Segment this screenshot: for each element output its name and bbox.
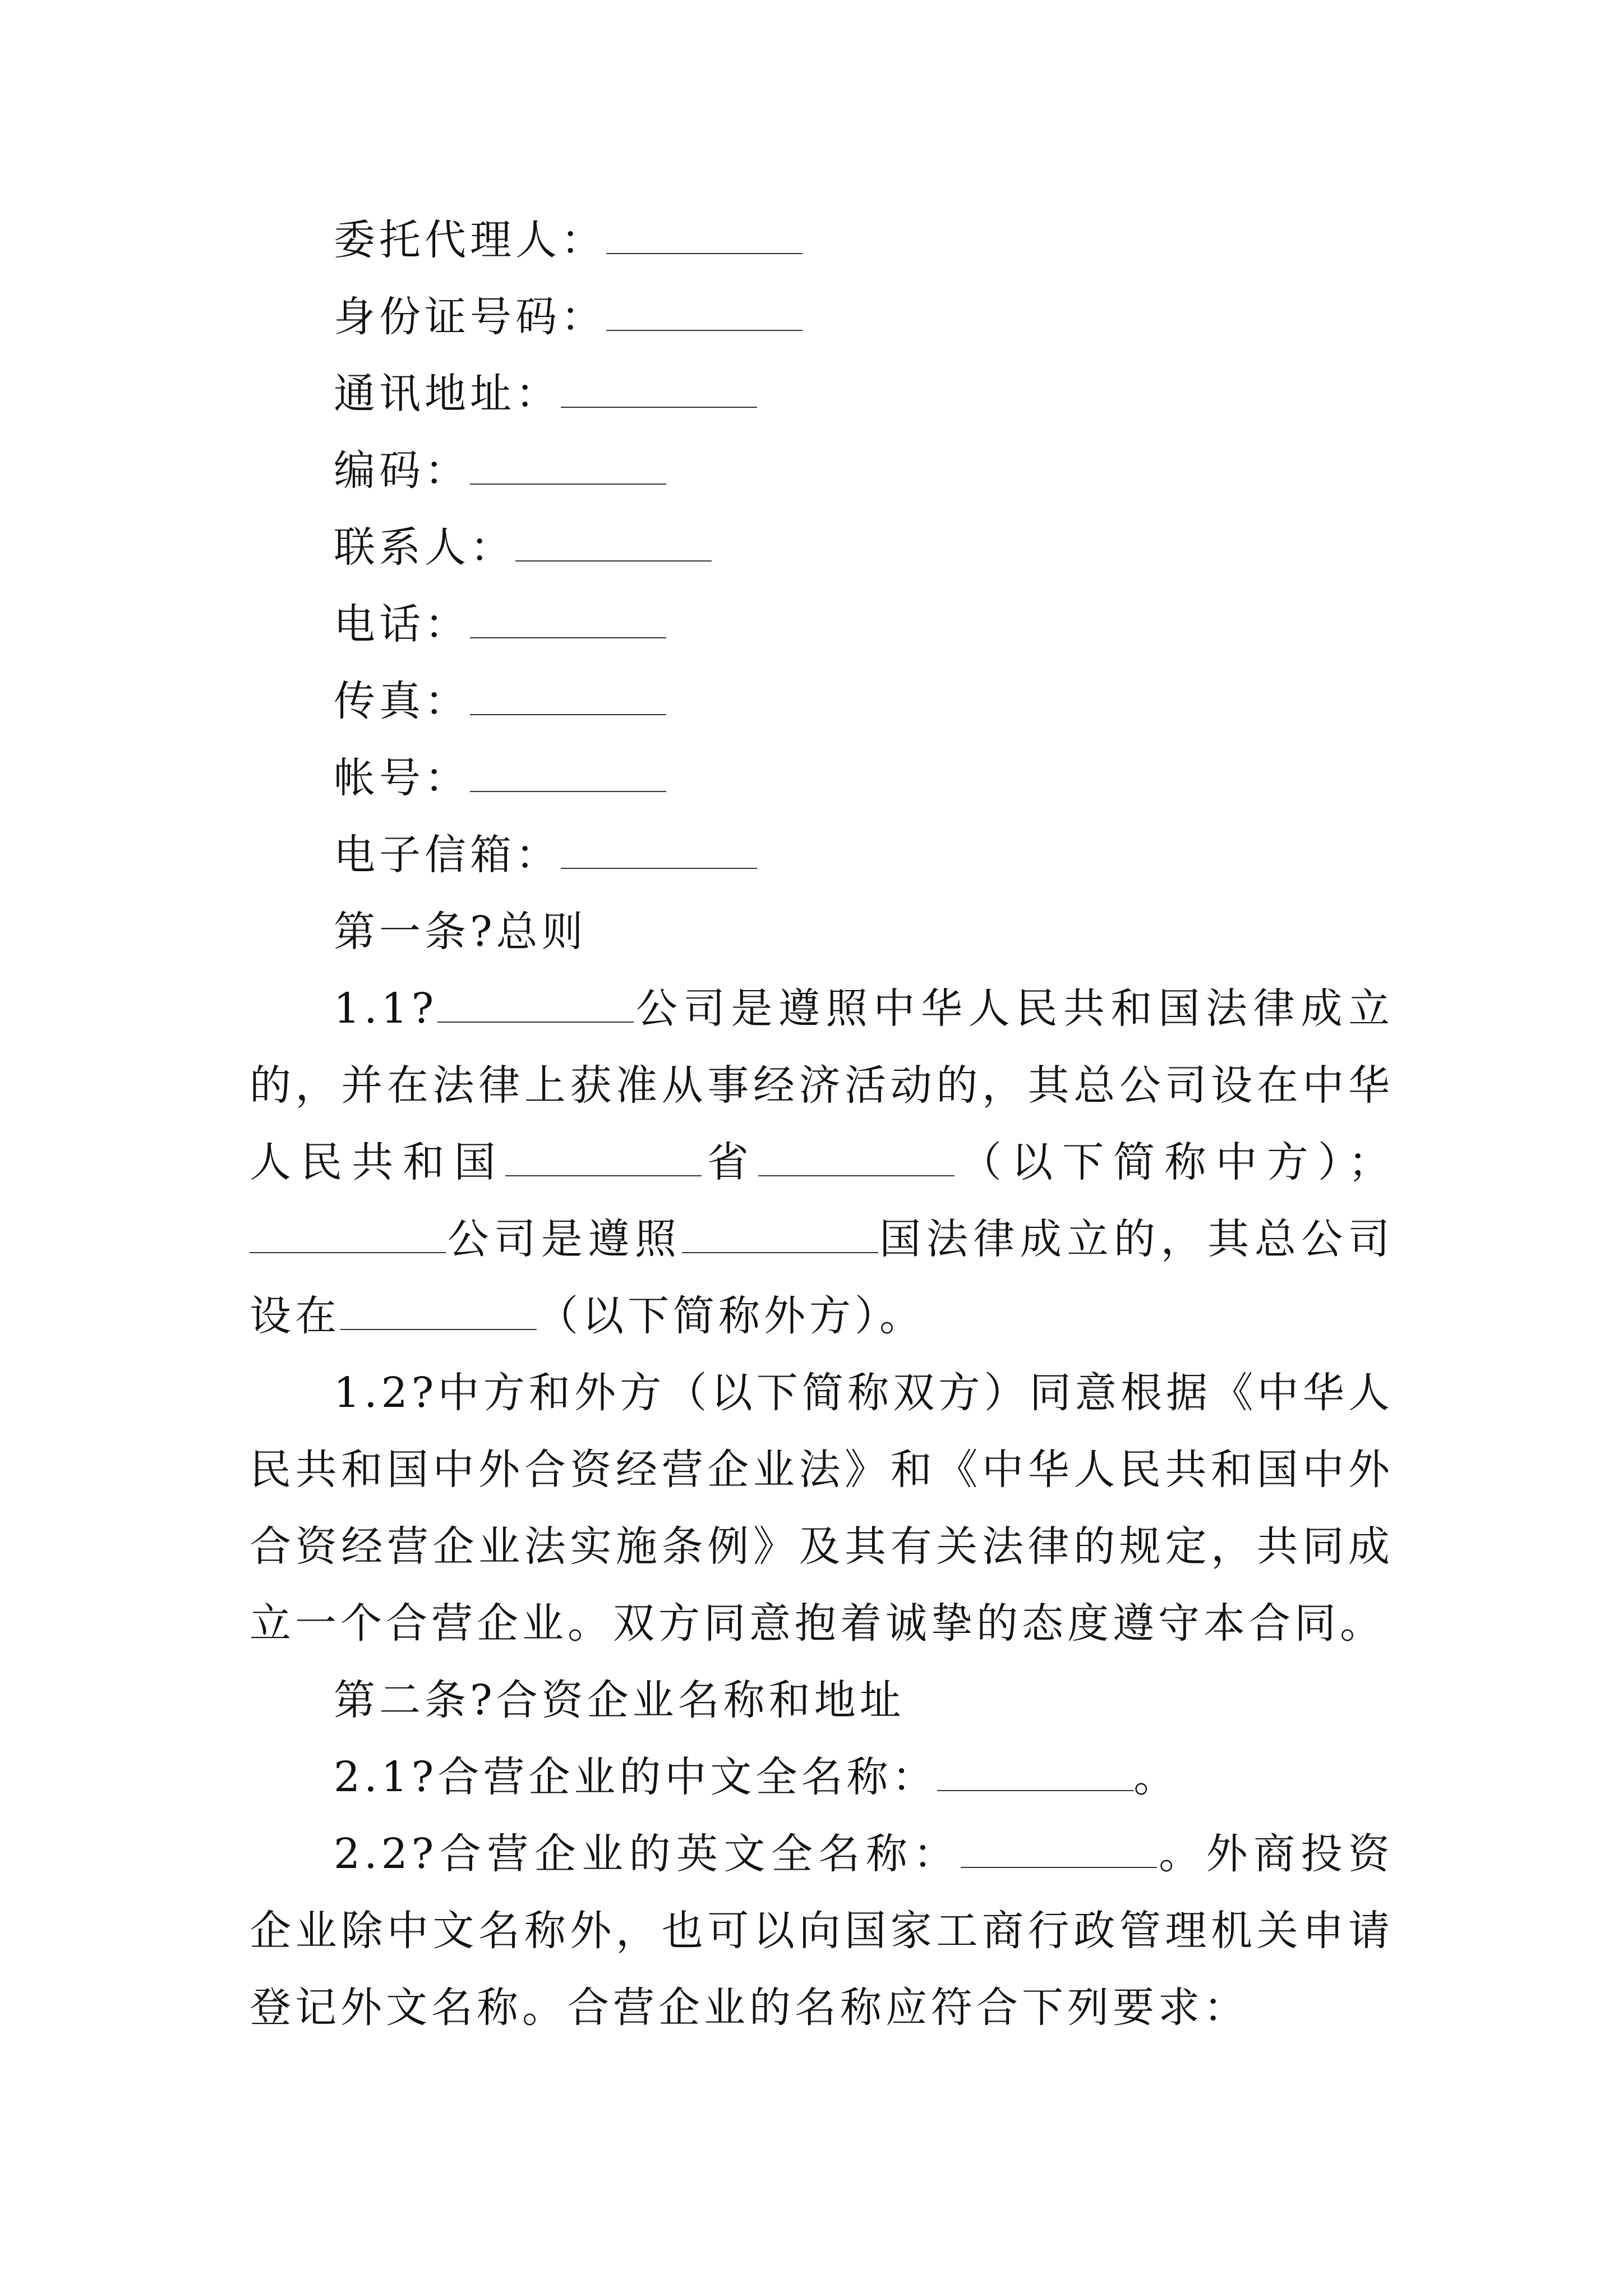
field-label: 帐号： [334, 754, 470, 802]
field-fax [250, 663, 1394, 740]
blank-line [470, 760, 666, 792]
blank-line [561, 375, 757, 408]
article-2-heading: 第二条?合资企业名称和地址 [334, 1676, 905, 1724]
blank-line [340, 1297, 537, 1330]
blank-line [470, 683, 666, 715]
field-label: 电话： [334, 600, 470, 648]
clause-text: 公司是遵照 [446, 1215, 682, 1263]
blank-line [470, 452, 666, 485]
field-label: 身份证号码： [334, 293, 606, 341]
blank-line [682, 1221, 878, 1253]
clause-2-2 [250, 1816, 1394, 2046]
field-label: 通讯地址： [334, 370, 561, 418]
blank-line [470, 606, 666, 638]
field-label: 电子信箱： [334, 831, 561, 879]
blank-line [250, 1221, 446, 1253]
clause-number: 1.1? [334, 984, 438, 1033]
clause-1-1 [250, 970, 1394, 1355]
clause-text: （以下简称外方）。 [537, 1292, 925, 1340]
field-postcode [250, 432, 1394, 509]
blank-line [515, 529, 712, 562]
field-id-number [250, 279, 1394, 356]
field-phone [250, 586, 1394, 663]
clause-text: 国法律成立的，其总公司设在 [250, 1215, 1394, 1340]
article-1-heading: 第一条?总则 [334, 908, 587, 956]
clause-text: 。 [1133, 1753, 1179, 1801]
field-contact [250, 509, 1394, 586]
field-label: 联系人： [334, 523, 515, 572]
blank-line [606, 222, 803, 254]
clause-text: （以下简称中方）； [954, 1138, 1394, 1186]
blank-line [561, 836, 757, 869]
clause-1-2: 1.2?中方和外方（以下简称双方）同意根据《中华人民共和国中外合资经营企业法》和《中华人民共和国中外合资经营企业法实施条例》及其有关法律的规定，共同成立一个合营企业。双方同意抱着诚挚的态度遵守本合同。 [250, 1369, 1394, 1648]
blank-line [961, 1835, 1157, 1868]
blank-line [606, 298, 803, 331]
clause-text: 2.1?合营企业的中文全名称： [334, 1753, 938, 1801]
clause-text: 。外商投资企业除中文名称外，也可以向国家工商行政管理机关申请登记外文名称。合营企业的名称应符合下列要求： [250, 1830, 1394, 2032]
clause-text: 2.2?合营企业的英文全名称： [334, 1830, 961, 1878]
blank-line [937, 1759, 1133, 1791]
clause-2-1 [250, 1739, 1394, 1816]
field-label: 传真： [334, 677, 470, 725]
field-account [250, 740, 1394, 817]
clause-text: 公司是遵照中华人民共和国法律成立的，并在法律上获准从事经济活动的，其总公司设在中华人民共和国 [250, 984, 1394, 1186]
blank-line [437, 990, 634, 1023]
field-agent [250, 202, 1394, 279]
field-email [250, 817, 1394, 894]
clause-text: 省 [701, 1138, 758, 1186]
field-address [250, 356, 1394, 432]
field-label: 委托代理人： [334, 216, 606, 264]
field-label: 编码： [334, 447, 470, 495]
contract-text [250, 202, 1394, 2046]
blank-line [505, 1144, 702, 1176]
blank-line [758, 1144, 955, 1176]
